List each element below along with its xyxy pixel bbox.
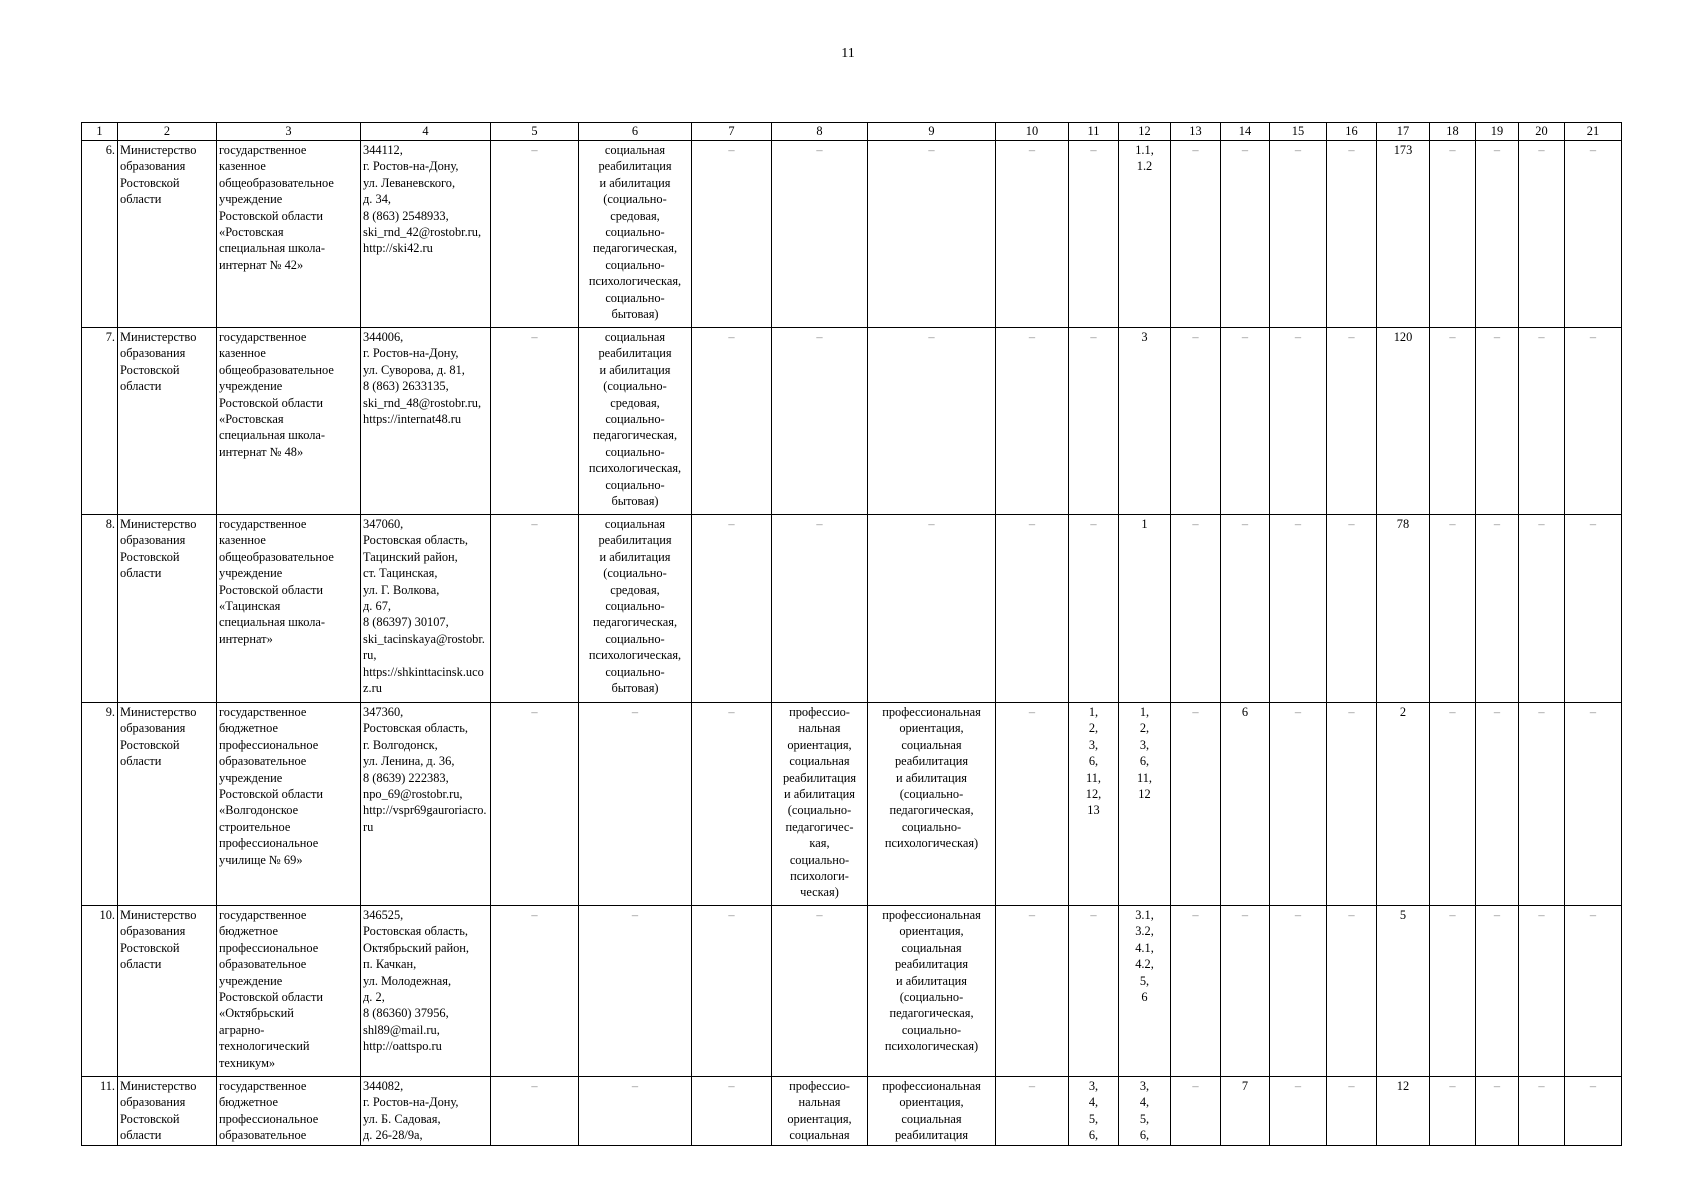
col-8-cell: –	[772, 141, 868, 328]
col-19-cell: –	[1476, 1077, 1519, 1146]
col-18-cell: –	[1430, 906, 1476, 1077]
col-7-cell: –	[692, 141, 772, 328]
col-20-cell: –	[1519, 515, 1565, 703]
column-number: 3	[217, 123, 361, 141]
col-16-cell: –	[1327, 906, 1377, 1077]
col-20-cell: –	[1519, 906, 1565, 1077]
ministry-cell: Министерство образования Ростовской области	[118, 703, 217, 906]
col-16-cell: –	[1327, 703, 1377, 906]
address-cell: 344082, г. Ростов-на-Дону, ул. Б. Садовая, д. 26-28/9а,	[361, 1077, 491, 1146]
col-21-cell: –	[1565, 328, 1622, 515]
col-9-cell: профессиональная ориентация, социальная реабилитация	[868, 1077, 996, 1146]
col-10-cell: –	[996, 906, 1069, 1077]
col-11-cell: –	[1069, 515, 1119, 703]
column-number-row	[82, 123, 1622, 141]
col-21-cell: –	[1565, 141, 1622, 328]
col-19-cell: –	[1476, 703, 1519, 906]
column-number: 16	[1327, 123, 1377, 141]
col-17-cell: 2	[1377, 703, 1430, 906]
ministry-cell: Министерство образования Ростовской области	[118, 328, 217, 515]
column-number: 17	[1377, 123, 1430, 141]
col-20-cell: –	[1519, 703, 1565, 906]
col-10-cell: –	[996, 515, 1069, 703]
col-8-cell: –	[772, 328, 868, 515]
col-5-cell: –	[491, 141, 579, 328]
row-number: 10.	[82, 906, 118, 1077]
col-6-cell: –	[579, 703, 692, 906]
col-19-cell: –	[1476, 328, 1519, 515]
column-number: 20	[1519, 123, 1565, 141]
table-row	[82, 328, 1622, 515]
col-21-cell: –	[1565, 703, 1622, 906]
col-10-cell: –	[996, 141, 1069, 328]
institution-name-cell: государственное бюджетное профессиональное образовательное учреждение Ростовской области «Октябрьский аграрно- технологический техникум»	[217, 906, 361, 1077]
col-16-cell: –	[1327, 141, 1377, 328]
col-14-cell: –	[1221, 328, 1270, 515]
col-21-cell: –	[1565, 1077, 1622, 1146]
col-6-cell: социальная реабилитация и абилитация (социально- средовая, социально- педагогическая, социально- психологическая, социально- бытовая)	[579, 515, 692, 703]
address-cell: 344112, г. Ростов-на-Дону, ул. Леваневского, д. 34, 8 (863) 2548933, ski_rnd_42@rostobr.ru, http://ski42.ru	[361, 141, 491, 328]
col-6-cell: –	[579, 906, 692, 1077]
col-13-cell: –	[1171, 328, 1221, 515]
col-19-cell: –	[1476, 906, 1519, 1077]
col-17-cell: 120	[1377, 328, 1430, 515]
column-number: 21	[1565, 123, 1622, 141]
col-6-cell: социальная реабилитация и абилитация (социально- средовая, социально- педагогическая, социально- психологическая, социально- бытовая)	[579, 328, 692, 515]
col-13-cell: –	[1171, 515, 1221, 703]
col-5-cell: –	[491, 1077, 579, 1146]
col-14-cell: 6	[1221, 703, 1270, 906]
col-8-cell: профессио- нальная ориентация, социальная	[772, 1077, 868, 1146]
col-5-cell: –	[491, 515, 579, 703]
col-13-cell: –	[1171, 141, 1221, 328]
row-number: 9.	[82, 703, 118, 906]
col-12-cell: 1.1, 1.2	[1119, 141, 1171, 328]
col-11-cell: –	[1069, 141, 1119, 328]
col-14-cell: –	[1221, 141, 1270, 328]
col-18-cell: –	[1430, 515, 1476, 703]
col-13-cell: –	[1171, 906, 1221, 1077]
col-7-cell: –	[692, 1077, 772, 1146]
col-21-cell: –	[1565, 515, 1622, 703]
col-8-cell: профессио- нальная ориентация, социальная реабилитация и абилитация (социально- педагогичес- кая, социально- психологи- ческая)	[772, 703, 868, 906]
col-11-cell: –	[1069, 328, 1119, 515]
institution-name-cell: государственное казенное общеобразовательное учреждение Ростовской области «Тацинская специальная школа- интернат»	[217, 515, 361, 703]
col-12-cell: 3.1, 3.2, 4.1, 4.2, 5, 6	[1119, 906, 1171, 1077]
column-number: 8	[772, 123, 868, 141]
page-number: 11	[841, 46, 855, 61]
col-10-cell: –	[996, 1077, 1069, 1146]
col-17-cell: 173	[1377, 141, 1430, 328]
column-number: 14	[1221, 123, 1270, 141]
ministry-cell: Министерство образования Ростовской области	[118, 906, 217, 1077]
col-20-cell: –	[1519, 1077, 1565, 1146]
table-row	[82, 515, 1622, 703]
address-cell: 347360, Ростовская область, г. Волгодонск, ул. Ленина, д. 36, 8 (8639) 222383, npo_69@rostobr.ru, http://vspr69gauroriacro.ru	[361, 703, 491, 906]
col-16-cell: –	[1327, 515, 1377, 703]
row-number: 7.	[82, 328, 118, 515]
col-7-cell: –	[692, 906, 772, 1077]
column-number: 4	[361, 123, 491, 141]
col-14-cell: –	[1221, 515, 1270, 703]
col-6-cell: –	[579, 1077, 692, 1146]
col-18-cell: –	[1430, 1077, 1476, 1146]
col-9-cell: –	[868, 328, 996, 515]
col-13-cell: –	[1171, 703, 1221, 906]
address-cell: 346525, Ростовская область, Октябрьский район, п. Качкан, ул. Молодежная, д. 2, 8 (86360) 37956, shl89@mail.ru, http://oattspo.ru	[361, 906, 491, 1077]
col-9-cell: –	[868, 141, 996, 328]
column-number: 11	[1069, 123, 1119, 141]
col-15-cell: –	[1270, 703, 1327, 906]
institution-name-cell: государственное бюджетное профессиональное образовательное учреждение Ростовской области «Волгодонское строительное профессиональное училище № 69»	[217, 703, 361, 906]
row-number: 6.	[82, 141, 118, 328]
col-7-cell: –	[692, 328, 772, 515]
col-18-cell: –	[1430, 703, 1476, 906]
column-number: 7	[692, 123, 772, 141]
institution-name-cell: государственное казенное общеобразовательное учреждение Ростовской области «Ростовская специальная школа- интернат № 48»	[217, 328, 361, 515]
ministry-cell: Министерство образования Ростовской области	[118, 515, 217, 703]
col-15-cell: –	[1270, 1077, 1327, 1146]
col-19-cell: –	[1476, 141, 1519, 328]
column-number: 13	[1171, 123, 1221, 141]
col-9-cell: профессиональная ориентация, социальная реабилитация и абилитация (социально- педагогическая, социально- психологическая)	[868, 906, 996, 1077]
col-9-cell: профессиональная ориентация, социальная реабилитация и абилитация (социально- педагогическая, социально- психологическая)	[868, 703, 996, 906]
table-row	[82, 141, 1622, 328]
col-17-cell: 78	[1377, 515, 1430, 703]
col-6-cell: социальная реабилитация и абилитация (социально- средовая, социально- педагогическая, социально- психологическая, социально- бытовая)	[579, 141, 692, 328]
col-12-cell: 3, 4, 5, 6,	[1119, 1077, 1171, 1146]
table-body	[82, 123, 1622, 1146]
institution-name-cell: государственное казенное общеобразовательное учреждение Ростовской области «Ростовская специальная школа- интернат № 42»	[217, 141, 361, 328]
col-21-cell: –	[1565, 906, 1622, 1077]
col-15-cell: –	[1270, 141, 1327, 328]
institution-name-cell: государственное бюджетное профессиональное образовательное	[217, 1077, 361, 1146]
col-19-cell: –	[1476, 515, 1519, 703]
column-number: 2	[118, 123, 217, 141]
col-17-cell: 5	[1377, 906, 1430, 1077]
column-number: 6	[579, 123, 692, 141]
ministry-cell: Министерство образования Ростовской области	[118, 141, 217, 328]
col-12-cell: 1	[1119, 515, 1171, 703]
col-13-cell: –	[1171, 1077, 1221, 1146]
col-11-cell: 1, 2, 3, 6, 11, 12, 13	[1069, 703, 1119, 906]
col-14-cell: –	[1221, 906, 1270, 1077]
col-20-cell: –	[1519, 141, 1565, 328]
column-number: 15	[1270, 123, 1327, 141]
col-17-cell: 12	[1377, 1077, 1430, 1146]
table-row	[82, 1077, 1622, 1146]
col-15-cell: –	[1270, 906, 1327, 1077]
col-7-cell: –	[692, 515, 772, 703]
col-14-cell: 7	[1221, 1077, 1270, 1146]
table-row	[82, 703, 1622, 906]
column-number: 1	[82, 123, 118, 141]
column-number: 18	[1430, 123, 1476, 141]
row-number: 8.	[82, 515, 118, 703]
col-9-cell: –	[868, 515, 996, 703]
column-number: 10	[996, 123, 1069, 141]
col-7-cell: –	[692, 703, 772, 906]
col-15-cell: –	[1270, 328, 1327, 515]
col-12-cell: 1, 2, 3, 6, 11, 12	[1119, 703, 1171, 906]
col-12-cell: 3	[1119, 328, 1171, 515]
col-5-cell: –	[491, 328, 579, 515]
col-18-cell: –	[1430, 328, 1476, 515]
ministry-cell: Министерство образования Ростовской области	[118, 1077, 217, 1146]
column-number: 9	[868, 123, 996, 141]
col-16-cell: –	[1327, 328, 1377, 515]
col-11-cell: 3, 4, 5, 6,	[1069, 1077, 1119, 1146]
col-5-cell: –	[491, 906, 579, 1077]
table-row	[82, 906, 1622, 1077]
col-5-cell: –	[491, 703, 579, 906]
col-15-cell: –	[1270, 515, 1327, 703]
row-number: 11.	[82, 1077, 118, 1146]
col-20-cell: –	[1519, 328, 1565, 515]
column-number: 19	[1476, 123, 1519, 141]
column-number: 12	[1119, 123, 1171, 141]
institutions-table	[81, 122, 1622, 1146]
col-18-cell: –	[1430, 141, 1476, 328]
col-16-cell: –	[1327, 1077, 1377, 1146]
col-8-cell: –	[772, 906, 868, 1077]
column-number: 5	[491, 123, 579, 141]
col-10-cell: –	[996, 328, 1069, 515]
col-8-cell: –	[772, 515, 868, 703]
col-11-cell: –	[1069, 906, 1119, 1077]
address-cell: 347060, Ростовская область, Тацинский район, ст. Тацинская, ул. Г. Волкова, д. 67, 8 (86397) 30107, ski_tacinskaya@rostobr.ru, https://shkinttacinsk.ucoz.ru	[361, 515, 491, 703]
address-cell: 344006, г. Ростов-на-Дону, ул. Суворова, д. 81, 8 (863) 2633135, ski_rnd_48@rostobr.ru, https://internat48.ru	[361, 328, 491, 515]
col-10-cell: –	[996, 703, 1069, 906]
